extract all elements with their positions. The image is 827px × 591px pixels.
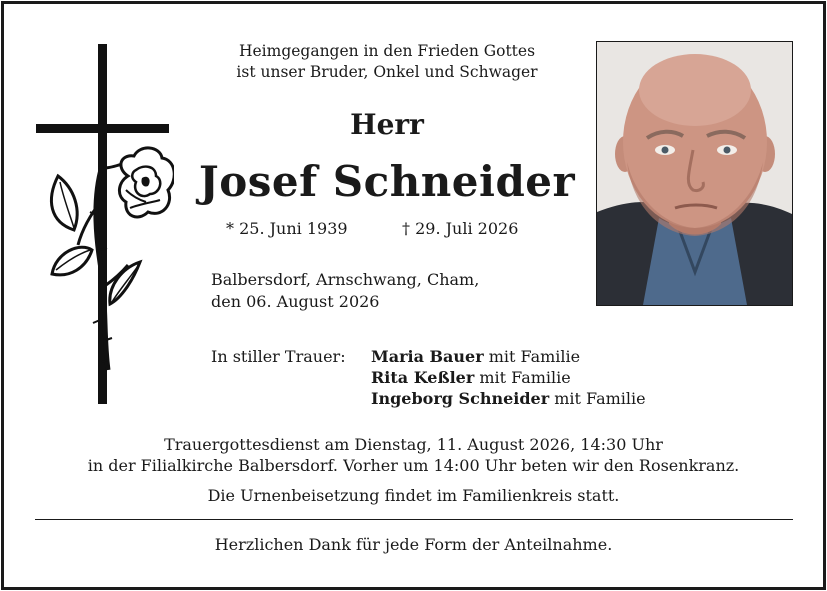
- birth-date: * 25. Juni 1939: [226, 219, 348, 238]
- mourner-suffix: mit Familie: [483, 347, 581, 366]
- place-line-1: Balbersdorf, Arnschwang, Cham,: [211, 270, 480, 289]
- service-line-1: Trauergottesdienst am Dienstag, 11. August 2026, 14:30 Uhr: [164, 435, 663, 454]
- mourner-entry: [371, 388, 646, 409]
- mourning-label: In stiller Trauer:: [211, 347, 346, 366]
- place-line-2: den 06. August 2026: [211, 292, 380, 311]
- intro-line-1: Heimgegangen in den Frieden Gottes: [238, 42, 536, 60]
- mourner-name: Rita Keßler: [371, 368, 475, 387]
- intro-line-2: ist unser Bruder, Onkel und Schwager: [236, 63, 538, 81]
- mourner-entry: [371, 367, 646, 388]
- obituary-notice: [1, 1, 826, 590]
- cross-with-rose-icon: [30, 40, 174, 406]
- service-line-2: in der Filialkirche Balbersdorf. Vorher um 14:00 Uhr beten wir den Rosenkranz.: [87, 456, 740, 475]
- portrait-photo: [596, 41, 793, 306]
- thanks-note: Herzlichen Dank für jede Form der Anteilnahme.: [214, 535, 613, 554]
- rose-leaf: [51, 176, 77, 230]
- place-and-date: [211, 269, 479, 313]
- intro-text: [184, 41, 590, 83]
- divider: [35, 519, 793, 520]
- mourner-name: Maria Bauer: [371, 347, 484, 366]
- mourner-suffix: mit Familie: [549, 389, 646, 408]
- mourners-list: [371, 346, 646, 409]
- mourner-name: Ingeborg Schneider: [371, 389, 550, 408]
- urn-burial-note: Die Urnenbeisetzung findet im Familienkreis statt.: [207, 486, 620, 505]
- salutation: Herr: [350, 108, 424, 141]
- mourner-suffix: mit Familie: [474, 368, 571, 387]
- service-info: [14, 434, 813, 476]
- cross-horizontal-beam: [36, 124, 169, 133]
- death-date: † 29. Juli 2026: [402, 219, 519, 238]
- mourner-entry: [371, 346, 646, 367]
- deceased-name: Josef Schneider: [198, 157, 576, 206]
